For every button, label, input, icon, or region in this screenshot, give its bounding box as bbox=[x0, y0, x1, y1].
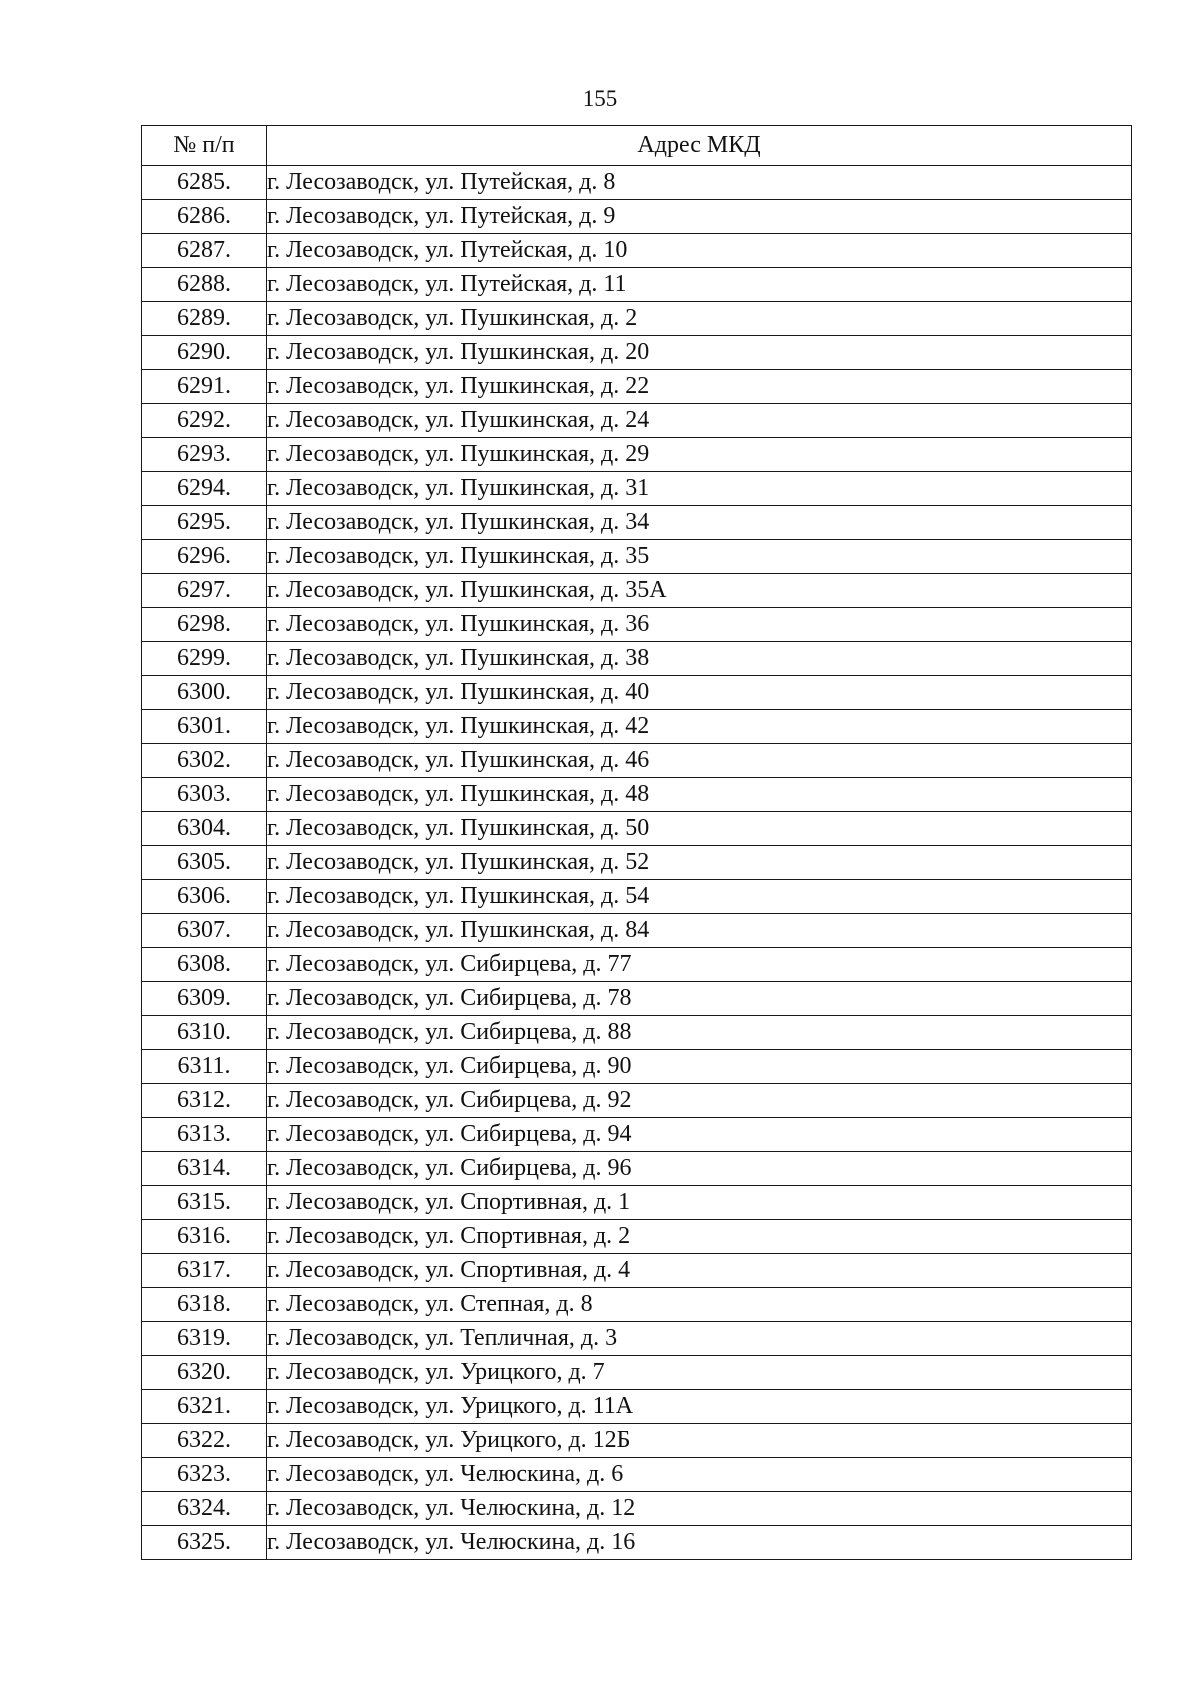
address-cell: г. Лесозаводск, ул. Пушкинская, д. 2 bbox=[267, 302, 1132, 336]
address-cell: г. Лесозаводск, ул. Пушкинская, д. 36 bbox=[267, 608, 1132, 642]
row-number-cell: 6316. bbox=[142, 1220, 267, 1254]
row-number-cell: 6300. bbox=[142, 676, 267, 710]
row-number-cell: 6320. bbox=[142, 1356, 267, 1390]
row-number-cell: 6312. bbox=[142, 1084, 267, 1118]
address-cell: г. Лесозаводск, ул. Сибирцева, д. 90 bbox=[267, 1050, 1132, 1084]
table-row bbox=[142, 574, 1132, 608]
row-number-cell: 6319. bbox=[142, 1322, 267, 1356]
row-number-cell: 6290. bbox=[142, 336, 267, 370]
address-cell: г. Лесозаводск, ул. Урицкого, д. 12Б bbox=[267, 1424, 1132, 1458]
address-cell: г. Лесозаводск, ул. Сибирцева, д. 78 bbox=[267, 982, 1132, 1016]
address-cell: г. Лесозаводск, ул. Пушкинская, д. 34 bbox=[267, 506, 1132, 540]
row-number-cell: 6304. bbox=[142, 812, 267, 846]
table-row bbox=[142, 404, 1132, 438]
table-row bbox=[142, 1118, 1132, 1152]
table-row bbox=[142, 1050, 1132, 1084]
table-row bbox=[142, 1220, 1132, 1254]
table-row bbox=[142, 846, 1132, 880]
table-row bbox=[142, 1492, 1132, 1526]
row-number-cell: 6293. bbox=[142, 438, 267, 472]
row-number-cell: 6305. bbox=[142, 846, 267, 880]
row-number-cell: 6311. bbox=[142, 1050, 267, 1084]
address-cell: г. Лесозаводск, ул. Сибирцева, д. 77 bbox=[267, 948, 1132, 982]
mkd-address-table bbox=[141, 125, 1132, 1560]
row-number-cell: 6285. bbox=[142, 166, 267, 200]
table-row bbox=[142, 982, 1132, 1016]
table-row bbox=[142, 370, 1132, 404]
table-row bbox=[142, 268, 1132, 302]
table-row bbox=[142, 676, 1132, 710]
row-number-cell: 6315. bbox=[142, 1186, 267, 1220]
row-number-cell: 6301. bbox=[142, 710, 267, 744]
table-row bbox=[142, 710, 1132, 744]
page-number: 155 bbox=[582, 86, 618, 111]
row-number-cell: 6307. bbox=[142, 914, 267, 948]
address-cell: г. Лесозаводск, ул. Пушкинская, д. 31 bbox=[267, 472, 1132, 506]
address-cell: г. Лесозаводск, ул. Челюскина, д. 16 bbox=[267, 1526, 1132, 1560]
row-number-cell: 6323. bbox=[142, 1458, 267, 1492]
table-row bbox=[142, 778, 1132, 812]
address-cell: г. Лесозаводск, ул. Сибирцева, д. 88 bbox=[267, 1016, 1132, 1050]
table-header-row bbox=[142, 126, 1132, 166]
row-number-cell: 6297. bbox=[142, 574, 267, 608]
column-header-address: Адрес МКД bbox=[267, 126, 1132, 166]
row-number-cell: 6292. bbox=[142, 404, 267, 438]
column-header-number: № п/п bbox=[142, 126, 267, 166]
table-row bbox=[142, 1186, 1132, 1220]
address-cell: г. Лесозаводск, ул. Пушкинская, д. 35 bbox=[267, 540, 1132, 574]
row-number-cell: 6294. bbox=[142, 472, 267, 506]
table-row bbox=[142, 166, 1132, 200]
table-header bbox=[142, 126, 1132, 166]
row-number-cell: 6287. bbox=[142, 234, 267, 268]
table-row bbox=[142, 812, 1132, 846]
row-number-cell: 6296. bbox=[142, 540, 267, 574]
row-number-cell: 6322. bbox=[142, 1424, 267, 1458]
table-row bbox=[142, 948, 1132, 982]
row-number-cell: 6288. bbox=[142, 268, 267, 302]
table-row bbox=[142, 336, 1132, 370]
address-cell: г. Лесозаводск, ул. Пушкинская, д. 42 bbox=[267, 710, 1132, 744]
row-number-cell: 6321. bbox=[142, 1390, 267, 1424]
row-number-cell: 6291. bbox=[142, 370, 267, 404]
row-number-cell: 6286. bbox=[142, 200, 267, 234]
address-cell: г. Лесозаводск, ул. Сибирцева, д. 96 bbox=[267, 1152, 1132, 1186]
address-cell: г. Лесозаводск, ул. Пушкинская, д. 52 bbox=[267, 846, 1132, 880]
row-number-cell: 6302. bbox=[142, 744, 267, 778]
row-number-cell: 6308. bbox=[142, 948, 267, 982]
address-cell: г. Лесозаводск, ул. Пушкинская, д. 22 bbox=[267, 370, 1132, 404]
address-cell: г. Лесозаводск, ул. Пушкинская, д. 29 bbox=[267, 438, 1132, 472]
address-cell: г. Лесозаводск, ул. Пушкинская, д. 35А bbox=[267, 574, 1132, 608]
address-cell: г. Лесозаводск, ул. Тепличная, д. 3 bbox=[267, 1322, 1132, 1356]
address-cell: г. Лесозаводск, ул. Пушкинская, д. 38 bbox=[267, 642, 1132, 676]
address-cell: г. Лесозаводск, ул. Пушкинская, д. 40 bbox=[267, 676, 1132, 710]
table-row bbox=[142, 880, 1132, 914]
row-number-cell: 6303. bbox=[142, 778, 267, 812]
row-number-cell: 6298. bbox=[142, 608, 267, 642]
address-cell: г. Лесозаводск, ул. Путейская, д. 11 bbox=[267, 268, 1132, 302]
address-cell: г. Лесозаводск, ул. Путейская, д. 10 bbox=[267, 234, 1132, 268]
address-cell: г. Лесозаводск, ул. Пушкинская, д. 20 bbox=[267, 336, 1132, 370]
address-cell: г. Лесозаводск, ул. Пушкинская, д. 84 bbox=[267, 914, 1132, 948]
row-number-cell: 6289. bbox=[142, 302, 267, 336]
row-number-cell: 6318. bbox=[142, 1288, 267, 1322]
row-number-cell: 6325. bbox=[142, 1526, 267, 1560]
address-cell: г. Лесозаводск, ул. Степная, д. 8 bbox=[267, 1288, 1132, 1322]
row-number-cell: 6299. bbox=[142, 642, 267, 676]
table-row bbox=[142, 1322, 1132, 1356]
table-row bbox=[142, 1424, 1132, 1458]
table-row bbox=[142, 1152, 1132, 1186]
table-row bbox=[142, 506, 1132, 540]
row-number-cell: 6317. bbox=[142, 1254, 267, 1288]
row-number-cell: 6313. bbox=[142, 1118, 267, 1152]
row-number-cell: 6306. bbox=[142, 880, 267, 914]
address-cell: г. Лесозаводск, ул. Пушкинская, д. 46 bbox=[267, 744, 1132, 778]
address-cell: г. Лесозаводск, ул. Урицкого, д. 11А bbox=[267, 1390, 1132, 1424]
table-row bbox=[142, 472, 1132, 506]
row-number-cell: 6309. bbox=[142, 982, 267, 1016]
table-row bbox=[142, 744, 1132, 778]
table-row bbox=[142, 234, 1132, 268]
table-row bbox=[142, 1254, 1132, 1288]
row-number-cell: 6295. bbox=[142, 506, 267, 540]
table-row bbox=[142, 1458, 1132, 1492]
address-cell: г. Лесозаводск, ул. Путейская, д. 9 bbox=[267, 200, 1132, 234]
table-row bbox=[142, 642, 1132, 676]
table-row bbox=[142, 1390, 1132, 1424]
address-cell: г. Лесозаводск, ул. Челюскина, д. 6 bbox=[267, 1458, 1132, 1492]
table-row bbox=[142, 302, 1132, 336]
address-cell: г. Лесозаводск, ул. Сибирцева, д. 92 bbox=[267, 1084, 1132, 1118]
address-cell: г. Лесозаводск, ул. Урицкого, д. 7 bbox=[267, 1356, 1132, 1390]
address-cell: г. Лесозаводск, ул. Спортивная, д. 1 bbox=[267, 1186, 1132, 1220]
address-cell: г. Лесозаводск, ул. Пушкинская, д. 48 bbox=[267, 778, 1132, 812]
table-row bbox=[142, 438, 1132, 472]
row-number-cell: 6310. bbox=[142, 1016, 267, 1050]
table-row bbox=[142, 1356, 1132, 1390]
address-cell: г. Лесозаводск, ул. Пушкинская, д. 50 bbox=[267, 812, 1132, 846]
table-row bbox=[142, 608, 1132, 642]
address-cell: г. Лесозаводск, ул. Пушкинская, д. 24 bbox=[267, 404, 1132, 438]
table-row bbox=[142, 1084, 1132, 1118]
table-row bbox=[142, 1016, 1132, 1050]
table-row bbox=[142, 200, 1132, 234]
address-cell: г. Лесозаводск, ул. Сибирцева, д. 94 bbox=[267, 1118, 1132, 1152]
address-cell: г. Лесозаводск, ул. Пушкинская, д. 54 bbox=[267, 880, 1132, 914]
table-body bbox=[142, 166, 1132, 1560]
address-cell: г. Лесозаводск, ул. Челюскина, д. 12 bbox=[267, 1492, 1132, 1526]
row-number-cell: 6324. bbox=[142, 1492, 267, 1526]
table-row bbox=[142, 914, 1132, 948]
address-cell: г. Лесозаводск, ул. Спортивная, д. 4 bbox=[267, 1254, 1132, 1288]
row-number-cell: 6314. bbox=[142, 1152, 267, 1186]
table-row bbox=[142, 540, 1132, 574]
table-row bbox=[142, 1526, 1132, 1560]
table-row bbox=[142, 1288, 1132, 1322]
address-cell: г. Лесозаводск, ул. Спортивная, д. 2 bbox=[267, 1220, 1132, 1254]
address-cell: г. Лесозаводск, ул. Путейская, д. 8 bbox=[267, 166, 1132, 200]
